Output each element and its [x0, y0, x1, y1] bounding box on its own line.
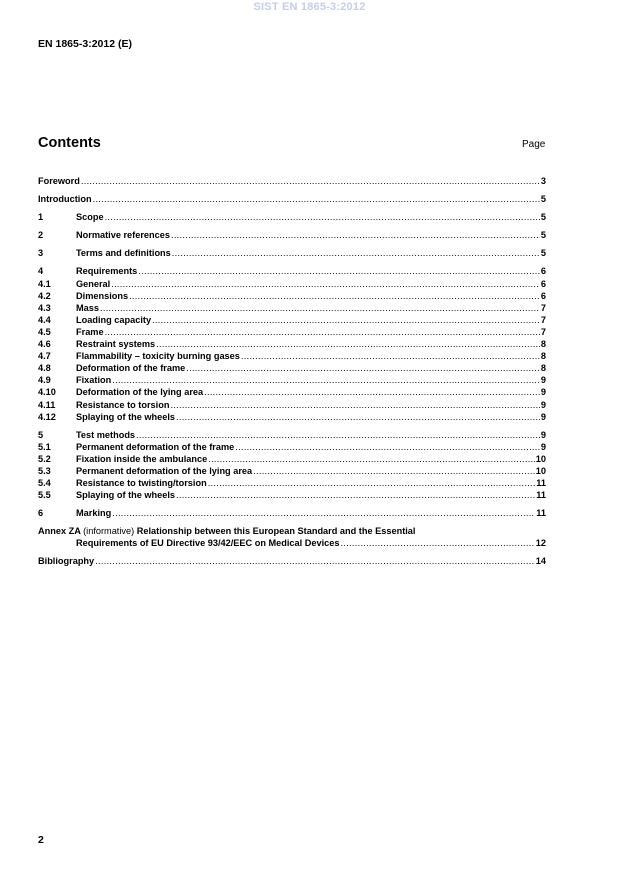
toc-entry-title: Mass: [76, 302, 99, 313]
toc-entry[interactable]: [38, 465, 546, 477]
toc-entry-page-number: 6: [540, 266, 546, 277]
toc-entry[interactable]: [38, 429, 546, 441]
toc-entry-title: Scope: [76, 212, 104, 223]
toc-entry-title: Test methods: [76, 429, 136, 440]
leader-dots: [112, 374, 540, 386]
leader-dots: [129, 290, 540, 302]
toc-entry-number: 4.4: [38, 314, 51, 325]
toc-entry-title: Permanent deformation of the lying area: [76, 465, 253, 476]
toc-entry-number: 4.7: [38, 351, 51, 362]
toc-entry[interactable]: [38, 247, 546, 259]
toc-entry-number: 4: [38, 266, 44, 277]
toc-group-main: [38, 211, 546, 259]
toc-entry-page-number: 9: [540, 375, 546, 386]
toc-entry[interactable]: [38, 453, 546, 465]
toc-entry-title: Restraint systems: [76, 339, 156, 350]
table-of-contents: [38, 175, 546, 567]
leader-dots: [340, 537, 534, 549]
toc-entry-title: Permanent deformation of the frame: [76, 441, 235, 452]
toc-entry[interactable]: [38, 290, 546, 302]
toc-entry-page-number: 7: [540, 314, 546, 325]
leader-dots: [172, 247, 540, 259]
toc-entry-page-number: 11: [536, 478, 546, 489]
toc-group-bibliography: [38, 555, 546, 567]
leader-dots: [186, 362, 540, 374]
leader-dots: [112, 507, 535, 519]
toc-entry-number: 5.1: [38, 441, 51, 452]
toc-entry-number: 1: [38, 212, 44, 223]
annex-page-number: 12: [535, 538, 546, 549]
page-number: 2: [38, 834, 44, 846]
toc-entry-page-number: 3: [540, 176, 546, 186]
toc-entry[interactable]: [38, 302, 546, 314]
toc-entry[interactable]: [38, 489, 546, 501]
toc-entry[interactable]: [38, 326, 546, 338]
toc-entry-title: Terms and definitions: [76, 248, 171, 259]
toc-entry-title: Deformation of the lying area: [76, 387, 204, 398]
toc-entry-number: 4.10: [38, 387, 56, 398]
toc-entry-page-number: 5: [540, 230, 546, 241]
toc-entry-number: 4.1: [38, 278, 51, 289]
toc-entry-title: Requirements: [76, 266, 138, 277]
leader-dots: [156, 338, 540, 350]
toc-entry-title: Flammability – toxicity burning gases: [76, 351, 240, 362]
toc-entry-page-number: 6: [540, 278, 546, 289]
toc-entry-title: Bibliography: [38, 556, 95, 567]
leader-dots: [105, 211, 540, 223]
toc-entry[interactable]: [38, 411, 546, 423]
toc-entry-title: Resistance to twisting/torsion: [76, 478, 207, 489]
toc-entry-number: 5.2: [38, 453, 51, 464]
leader-dots: [170, 399, 539, 411]
toc-entry-page-number: 7: [540, 302, 546, 313]
toc-entry-page-number: 10: [535, 453, 546, 464]
toc-entry-page-number: 9: [540, 441, 546, 452]
toc-entry[interactable]: [38, 441, 546, 453]
toc-entry-number: 5.3: [38, 465, 51, 476]
toc-entry-number: 4.8: [38, 363, 51, 374]
toc-entry-number: 4.9: [38, 375, 51, 386]
toc-entry-number: 4.2: [38, 290, 51, 301]
watermark: SIST EN 1865-3:2012: [253, 1, 366, 13]
toc-entry[interactable]: [38, 399, 546, 411]
leader-dots: [93, 193, 540, 205]
page-column-label: Page: [522, 139, 546, 150]
toc-group-front: [38, 175, 546, 205]
leader-dots: [138, 265, 540, 277]
toc-entry-page-number: 14: [535, 556, 546, 567]
toc-group-requirements: [38, 265, 546, 422]
toc-entry-page-number: 9: [540, 411, 546, 422]
toc-group-test-methods: [38, 429, 546, 502]
toc-entry-annex-za[interactable]: [38, 525, 546, 549]
toc-entry-title: Deformation of the frame: [76, 363, 186, 374]
toc-entry-title: Dimensions: [76, 290, 129, 301]
toc-entry-title: Splaying of the wheels: [76, 490, 176, 501]
toc-entry[interactable]: [38, 477, 546, 489]
toc-entry[interactable]: [38, 350, 546, 362]
toc-entry-number: 4.5: [38, 326, 51, 337]
toc-entry-title: Splaying of the wheels: [76, 411, 176, 422]
contents-heading: Contents: [38, 135, 101, 151]
toc-entry-number: 2: [38, 230, 44, 241]
leader-dots: [235, 441, 540, 453]
toc-entry-number: 5.4: [38, 478, 51, 489]
toc-entry-page-number: 11: [536, 508, 546, 519]
toc-entry-title: Introduction: [38, 194, 92, 205]
toc-entry-page-number: 10: [535, 465, 546, 476]
leader-dots: [176, 411, 540, 423]
leader-dots: [208, 453, 535, 465]
toc-entry-title: Normative references: [76, 230, 170, 241]
toc-entry-title: Fixation inside the ambulance: [76, 453, 208, 464]
toc-entry-page-number: 5: [540, 212, 546, 223]
toc-group-marking: [38, 507, 546, 519]
leader-dots: [111, 278, 540, 290]
toc-entry[interactable]: [38, 338, 546, 350]
annex-kind: (informative): [83, 526, 135, 537]
toc-entry-page-number: 8: [540, 363, 546, 374]
annex-prefix: Annex ZA: [38, 526, 81, 537]
toc-entry-title: Fixation: [76, 375, 112, 386]
toc-entry[interactable]: [38, 175, 546, 187]
leader-dots: [204, 386, 540, 398]
leader-dots: [253, 465, 535, 477]
toc-entry[interactable]: [38, 386, 546, 398]
toc-entry-number: 6: [38, 508, 44, 519]
toc-entry[interactable]: [38, 314, 546, 326]
toc-entry-number: 4.12: [38, 411, 56, 422]
toc-entry-title: Frame: [76, 326, 104, 337]
annex-title-line2: Requirements of EU Directive 93/42/EEC on Medical Devices: [76, 538, 340, 549]
annex-title-line1: Relationship between this European Standard and the Essential: [136, 526, 416, 537]
leader-dots: [100, 302, 540, 314]
toc-entry-number: 4.6: [38, 339, 51, 350]
leader-dots: [208, 477, 536, 489]
toc-entry-page-number: 6: [540, 290, 546, 301]
toc-entry-page-number: 7: [540, 326, 546, 337]
toc-entry-page-number: 11: [536, 490, 546, 501]
leader-dots: [81, 175, 540, 187]
toc-entry-title: General: [76, 278, 111, 289]
toc-entry[interactable]: [38, 193, 546, 205]
toc-entry[interactable]: [38, 362, 546, 374]
toc-entry-page-number: 5: [540, 248, 546, 259]
toc-entry-title: Resistance to torsion: [76, 399, 170, 410]
toc-entry-title: Foreword: [38, 176, 80, 186]
document-id: EN 1865-3:2012 (E): [38, 38, 132, 50]
leader-dots: [176, 489, 535, 501]
toc-entry-number: 3: [38, 248, 44, 259]
toc-entry[interactable]: [38, 555, 546, 567]
toc-entry-title: Loading capacity: [76, 314, 152, 325]
toc-entry-page-number: 5: [540, 194, 546, 205]
toc-entry-page-number: 9: [540, 429, 546, 440]
toc-entry[interactable]: [38, 374, 546, 386]
toc-entry[interactable]: [38, 507, 546, 519]
toc-entry[interactable]: [38, 278, 546, 290]
toc-entry-page-number: 8: [540, 351, 546, 362]
toc-entry-page-number: 9: [540, 387, 546, 398]
leader-dots: [171, 229, 540, 241]
leader-dots: [241, 350, 540, 362]
toc-entry-number: 5.5: [38, 490, 51, 501]
leader-dots: [105, 326, 540, 338]
toc-entry-number: 4.3: [38, 302, 51, 313]
toc-entry-page-number: 8: [540, 339, 546, 350]
leader-dots: [152, 314, 540, 326]
toc-entry-number: 4.11: [38, 399, 56, 410]
leader-dots: [136, 429, 540, 441]
toc-entry-number: 5: [38, 429, 44, 440]
toc-entry[interactable]: [38, 211, 546, 223]
toc-entry-title: Marking: [76, 508, 112, 519]
toc-entry[interactable]: [38, 265, 546, 277]
leader-dots: [95, 555, 535, 567]
toc-entry[interactable]: [38, 229, 546, 241]
toc-entry-page-number: 9: [540, 399, 546, 410]
